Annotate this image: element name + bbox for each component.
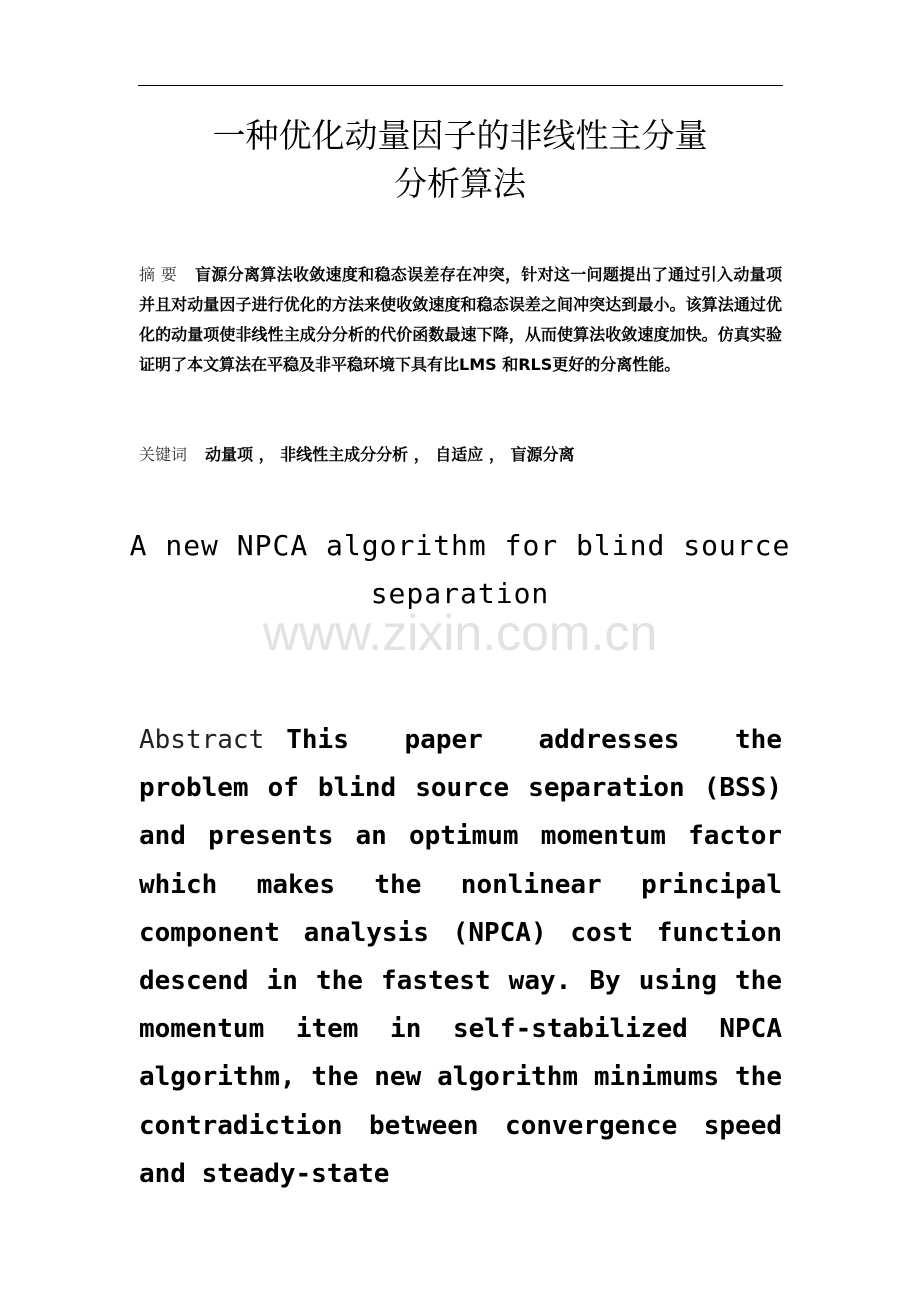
chinese-title-line-2: 分析算法: [394, 164, 526, 203]
chinese-abstract-label: 摘 要: [139, 265, 178, 284]
chinese-title: [0, 112, 920, 208]
english-title-line-2: separation: [370, 577, 550, 610]
english-abstract-text: This paper addresses the problem of blind source separation (BSS) and presents an optimum momentum factor which makes the nonlinear principal component analysis (NPCA) cost function descend in the fastest way. By using the momentum item in self-stabilized NPCA algorithm, the new algorithm minimums the contradiction between convergence speed and steady-state: [139, 725, 782, 1189]
english-abstract-label: Abstract: [139, 725, 265, 755]
english-abstract: [139, 716, 782, 1198]
chinese-keywords-text: 动量项 ， 非线性主成分分析 ， 自适应 ， 盲源分离: [205, 445, 575, 464]
english-title-line-1: A new NPCA algorithm for blind source: [129, 529, 791, 562]
chinese-keywords: [139, 440, 574, 470]
chinese-title-line-1: 一种优化动量因子的非线性主分量: [212, 116, 708, 155]
chinese-abstract: [139, 260, 782, 380]
chinese-abstract-text: 盲源分离算法收敛速度和稳态误差存在冲突，针对这一问题提出了通过引入动量项并且对动量因子进行优化的方法来使收敛速度和稳态误差之间冲突达到最小。该算法通过优化的动量项使非线性主成分分析的代价函数最速下降，从而使算法收敛速度加快。仿真实验证明了本文算法在平稳及非平稳环境下具有比LMS 和RLS更好的分离性能。: [139, 265, 782, 374]
top-rule: [138, 85, 783, 86]
chinese-keywords-label: 关键词: [139, 445, 188, 464]
watermark: www.zixin.com.cn: [262, 605, 658, 661]
